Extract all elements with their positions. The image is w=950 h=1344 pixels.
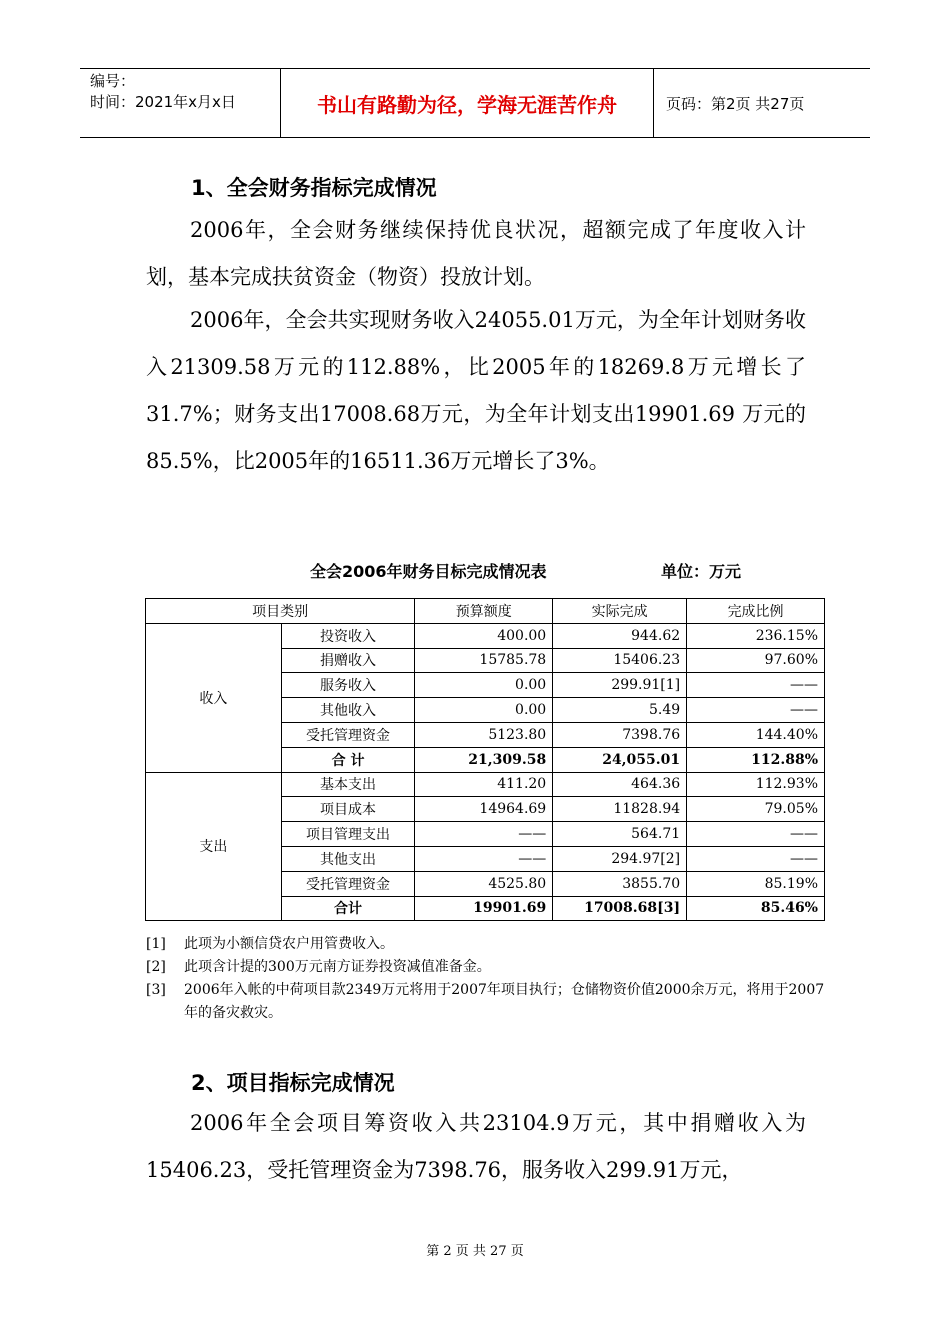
row-budget: 4525.80: [415, 871, 553, 896]
section1-heading: 1、全会财务指标完成情况: [191, 176, 437, 200]
footnote-mark: [3]: [146, 982, 166, 998]
total-budget: 21,309.58: [415, 747, 553, 772]
total-item: 合计: [281, 896, 415, 921]
footnote-text: 2006年入帐的中荷项目款2349万元将用于2007年项目执行；仓储物资价值2000余万元，将用于2007年的备灾救灾。: [184, 982, 825, 1021]
table-unit: 单位：万元: [661, 562, 742, 581]
row-item: 捐赠收入: [281, 648, 415, 673]
row-actual: 7398.76: [553, 722, 687, 747]
footnote-text: 此项含计提的300万元南方证券投资减值准备金。: [184, 959, 491, 975]
income-group-label: 收入: [146, 623, 282, 772]
row-item: 其他收入: [281, 698, 415, 723]
row-budget: 15785.78: [415, 648, 553, 673]
table-title: 全会2006年财务目标完成情况表: [310, 562, 547, 581]
row-item: 基本支出: [281, 772, 415, 797]
finance-table: [145, 598, 825, 921]
total-budget: 19901.69: [415, 896, 553, 921]
row-ratio: 236.15%: [687, 623, 825, 648]
table-row: [146, 623, 825, 648]
row-item: 项目成本: [281, 797, 415, 822]
section2-heading: 2、项目指标完成情况: [191, 1071, 395, 1095]
row-ratio: ——: [687, 673, 825, 698]
row-ratio: 79.05%: [687, 797, 825, 822]
page-footer: 第 2 页 共 27 页: [426, 1244, 524, 1259]
header-motto: 书山有路勤为径，学海无涯苦作舟: [280, 69, 654, 137]
row-actual: 294.97[2]: [553, 846, 687, 871]
row-item: 其他支出: [281, 846, 415, 871]
time-label: 时间：2021年x月x日: [90, 93, 236, 111]
footnote-mark: [2]: [146, 959, 166, 975]
row-ratio: ——: [687, 698, 825, 723]
row-budget: 5123.80: [415, 722, 553, 747]
footnote: [146, 956, 826, 979]
row-item: 投资收入: [281, 623, 415, 648]
number-label: 编号：: [90, 72, 136, 90]
total-ratio: 85.46%: [687, 896, 825, 921]
total-actual: 17008.68[3]: [553, 896, 687, 921]
footnotes: [146, 933, 826, 1025]
row-ratio: 112.93%: [687, 772, 825, 797]
header-actual: 实际完成: [553, 599, 687, 624]
row-ratio: ——: [687, 822, 825, 847]
row-budget: 400.00: [415, 623, 553, 648]
row-actual: 5.49: [553, 698, 687, 723]
row-item: 受托管理资金: [281, 722, 415, 747]
section1-paragraph-2: 2006年，全会共实现财务收入24055.01万元，为全年计划财务收入21309.58万元的112.88%，比2005年的18269.8万元增长了31.7%；财务支出17008.68万元，为全年计划支出19901.69 万元的85.5%，比2005年的16511.36万元增长了3%。: [146, 308, 806, 473]
row-actual: 944.62: [553, 623, 687, 648]
row-ratio: 144.40%: [687, 722, 825, 747]
header-ratio: 完成比例: [687, 599, 825, 624]
row-budget: ——: [415, 822, 553, 847]
total-ratio: 112.88%: [687, 747, 825, 772]
total-item: 合 计: [281, 747, 415, 772]
header-budget: 预算额度: [415, 599, 553, 624]
footnote: [146, 933, 826, 956]
row-item: 项目管理支出: [281, 822, 415, 847]
row-actual: 564.71: [553, 822, 687, 847]
row-actual: 15406.23: [553, 648, 687, 673]
row-item: 受托管理资金: [281, 871, 415, 896]
total-actual: 24,055.01: [553, 747, 687, 772]
row-actual: 11828.94: [553, 797, 687, 822]
table-header-row: [146, 599, 825, 624]
header-page-info: 页码：第2页 共27页: [666, 94, 805, 113]
section2-paragraph-1: 2006年全会项目筹资收入共23104.9万元，其中捐赠收入为15406.23，受托管理资金为7398.76，服务收入299.91万元，: [146, 1111, 806, 1182]
section1-paragraph-1: 2006年，全会财务继续保持优良状况，超额完成了年度收入计划，基本完成扶贫资金（物资）投放计划。: [146, 218, 806, 289]
footnote-mark: [1]: [146, 936, 166, 952]
page-header: [80, 68, 870, 138]
row-ratio: 85.19%: [687, 871, 825, 896]
row-budget: ——: [415, 846, 553, 871]
row-item: 服务收入: [281, 673, 415, 698]
footnote: [146, 979, 826, 1025]
header-category: 项目类别: [146, 599, 415, 624]
row-actual: 464.36: [553, 772, 687, 797]
expense-group-label: 支出: [146, 772, 282, 921]
header-meta: [80, 69, 280, 137]
row-budget: 411.20: [415, 772, 553, 797]
footnote-text: 此项为小额信贷农户用管费收入。: [184, 936, 394, 952]
row-budget: 0.00: [415, 698, 553, 723]
row-ratio: ——: [687, 846, 825, 871]
row-ratio: 97.60%: [687, 648, 825, 673]
row-actual: 299.91[1]: [553, 673, 687, 698]
row-budget: 14964.69: [415, 797, 553, 822]
table-row: [146, 772, 825, 797]
row-actual: 3855.70: [553, 871, 687, 896]
row-budget: 0.00: [415, 673, 553, 698]
